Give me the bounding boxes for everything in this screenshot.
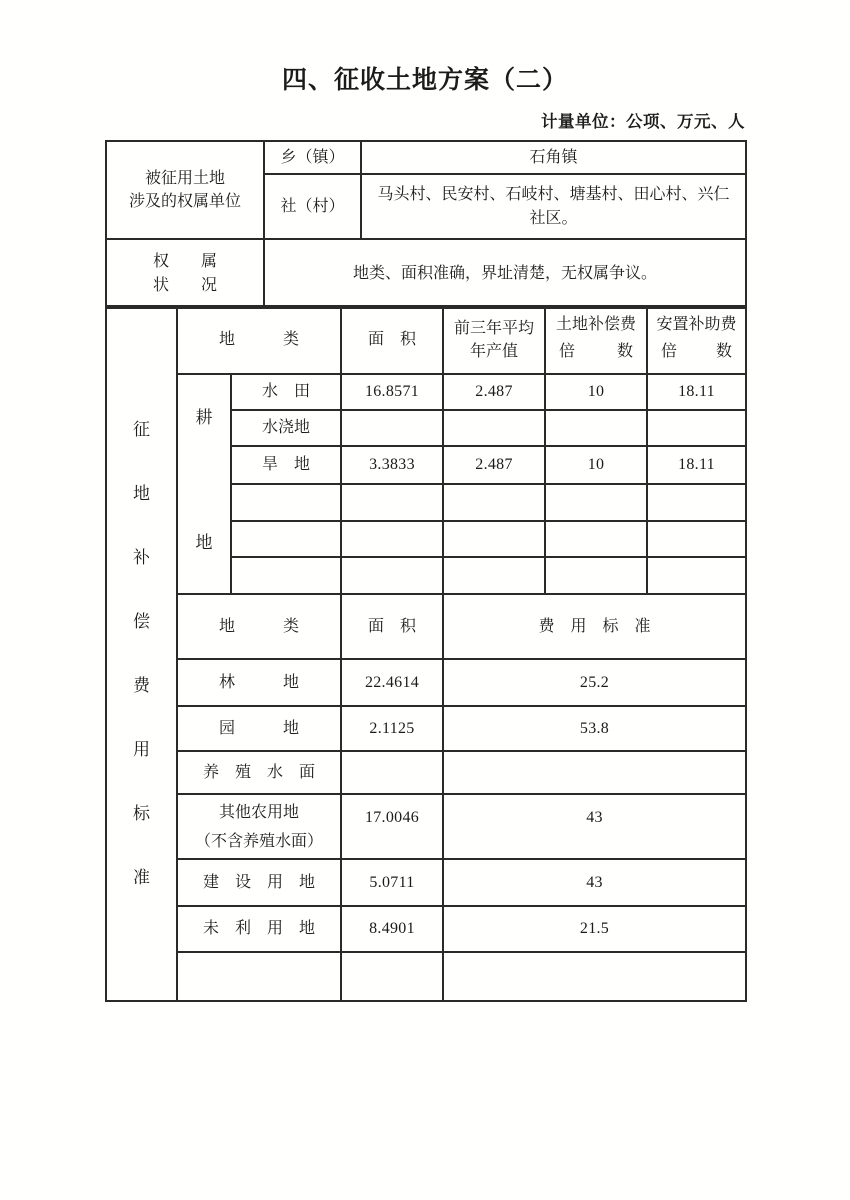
empty-cell (341, 521, 443, 557)
land-multiple-cell (545, 410, 647, 446)
output-cell: 2.487 (443, 446, 545, 484)
area-cell: 17.0046 (341, 794, 443, 859)
resettle-multiple-cell: 18.11 (647, 446, 746, 484)
ownership-status-label-cell (106, 239, 264, 308)
side-label: 征 地 补 偿 费 用 标 准 (133, 420, 150, 887)
area-cell: 22.4614 (341, 659, 443, 706)
empty-cell (647, 557, 746, 594)
area-cell: 5.0711 (341, 859, 443, 906)
compensation-table (105, 305, 747, 1002)
land-type-cell: 旱 地 (231, 446, 341, 484)
table-row (106, 794, 746, 859)
empty-cell (443, 484, 545, 521)
table-row (106, 906, 746, 952)
village-value-line1: 马头村、民安村、石岐村、塘基村、田心村、兴仁 (377, 186, 730, 204)
area-cell (341, 410, 443, 446)
header-resettlement-multiple: 安置补助费 倍 数 (647, 306, 746, 374)
cultivated-land-group-label: 耕 地 (177, 374, 231, 594)
village-label-cell: 社（村） (264, 174, 361, 239)
header2-fee-standard: 费 用 标 准 (443, 594, 746, 659)
table-row (106, 859, 746, 906)
ownership-status-label-line2: 状 况 (152, 276, 217, 294)
empty-cell (647, 521, 746, 557)
fee-cell: 43 (443, 859, 746, 906)
land-type-cell: 未 利 用 地 (177, 906, 341, 952)
land-type-cell: 其他农用地 （不含养殖水面） (177, 794, 341, 859)
fee-cell: 25.2 (443, 659, 746, 706)
fee-cell (443, 751, 746, 794)
resettle-multiple-cell: 18.11 (647, 374, 746, 410)
table-row (106, 594, 746, 659)
table-row (106, 374, 746, 410)
ownership-table (105, 140, 747, 309)
side-label-cell (106, 306, 177, 1001)
empty-cell (341, 484, 443, 521)
header-land-type: 地 类 (177, 306, 341, 374)
affected-units-label-line1: 被征用土地 (144, 169, 225, 187)
land-type-cell: 建 设 用 地 (177, 859, 341, 906)
ownership-status-value-cell: 地类、面积准确，界址清楚，无权属争议。 (264, 239, 746, 308)
table-row (106, 659, 746, 706)
empty-cell (231, 484, 341, 521)
table-row (106, 239, 746, 308)
empty-cell (443, 557, 545, 594)
output-cell: 2.487 (443, 374, 545, 410)
village-value-line2: 社区。 (529, 209, 578, 227)
output-cell (443, 410, 545, 446)
land-type-cell: 水 田 (231, 374, 341, 410)
empty-cell (341, 557, 443, 594)
ownership-status-label-line1: 权 属 (152, 253, 217, 271)
resettle-multiple-cell (647, 410, 746, 446)
land-multiple-cell: 10 (545, 446, 647, 484)
table-row (106, 952, 746, 1001)
table-row (106, 306, 746, 374)
township-label-cell: 乡（镇） (264, 141, 361, 174)
header-area: 面 积 (341, 306, 443, 374)
empty-cell (545, 521, 647, 557)
table-row (106, 751, 746, 794)
village-value-cell (361, 174, 746, 239)
land-type-cell: 水浇地 (231, 410, 341, 446)
affected-units-label-cell (106, 141, 264, 239)
empty-cell (545, 484, 647, 521)
empty-cell (443, 952, 746, 1001)
header-annual-output: 前三年平均 年产值 (443, 306, 545, 374)
empty-cell (177, 952, 341, 1001)
empty-cell (231, 557, 341, 594)
unit-note: 计量单位：公项、万元、人 (541, 113, 745, 131)
empty-cell (231, 521, 341, 557)
area-cell: 16.8571 (341, 374, 443, 410)
township-value-cell: 石角镇 (361, 141, 746, 174)
header2-land-type: 地 类 (177, 594, 341, 659)
header-land-compensation-multiple: 土地补偿费 倍 数 (545, 306, 647, 374)
header2-area: 面 积 (341, 594, 443, 659)
land-type-cell: 林 地 (177, 659, 341, 706)
empty-cell (647, 484, 746, 521)
area-cell: 3.3833 (341, 446, 443, 484)
area-cell (341, 751, 443, 794)
area-cell: 8.4901 (341, 906, 443, 952)
area-cell: 2.1125 (341, 706, 443, 751)
empty-cell (545, 557, 647, 594)
fee-cell: 21.5 (443, 906, 746, 952)
affected-units-label-line2: 涉及的权属单位 (128, 193, 241, 210)
land-multiple-cell: 10 (545, 374, 647, 410)
fee-cell: 53.8 (443, 706, 746, 751)
table-row (106, 141, 746, 174)
land-type-cell: 园 地 (177, 706, 341, 751)
land-type-cell: 养 殖 水 面 (177, 751, 341, 794)
page-title: 四、征收土地方案（二） (281, 66, 568, 94)
empty-cell (443, 521, 545, 557)
fee-cell: 43 (443, 794, 746, 859)
empty-cell (341, 952, 443, 1001)
table-row (106, 706, 746, 751)
